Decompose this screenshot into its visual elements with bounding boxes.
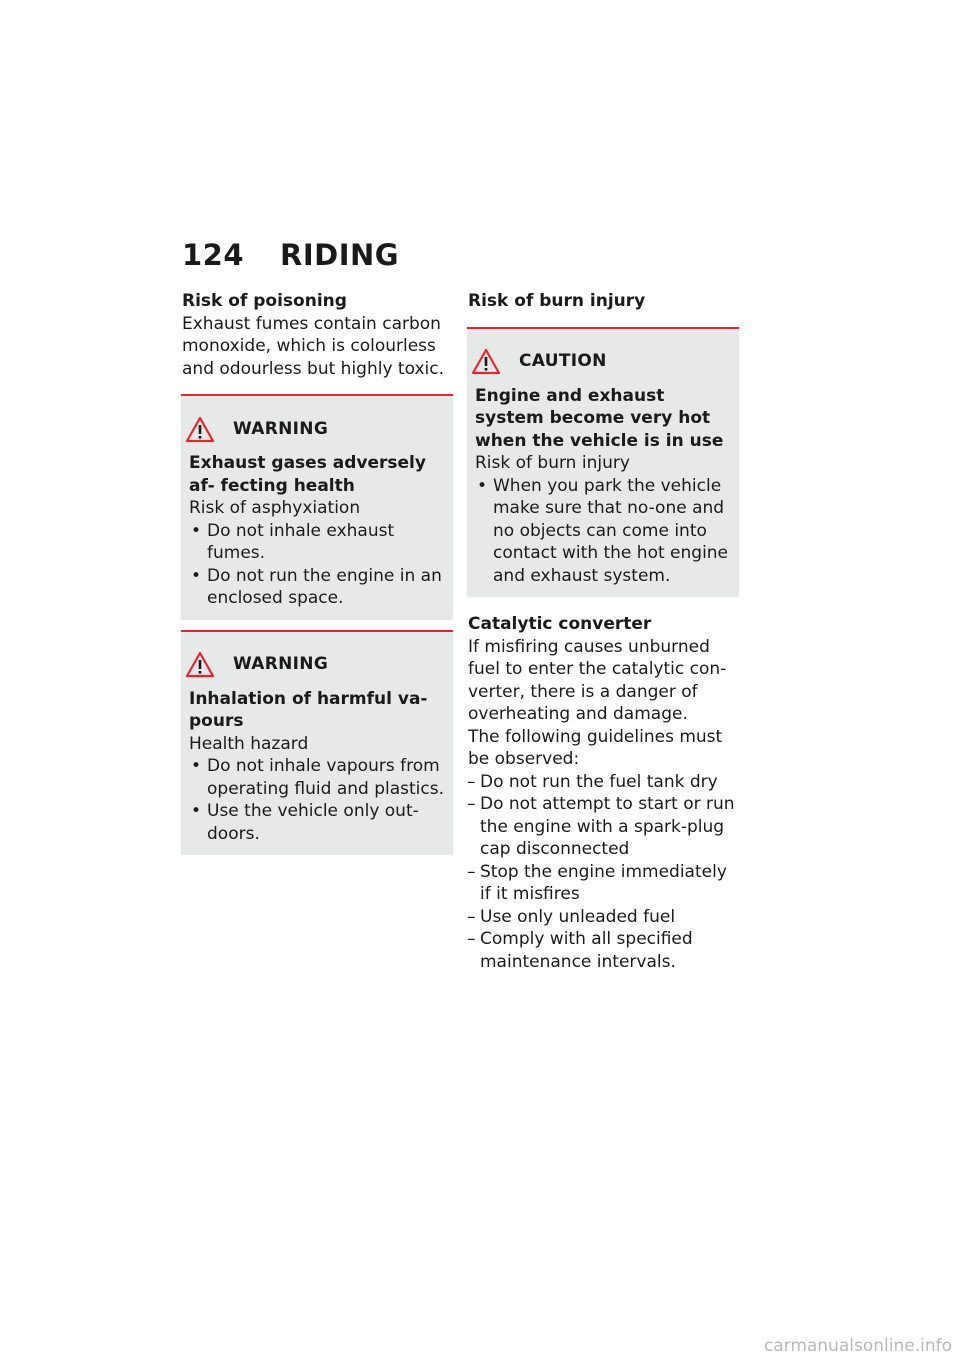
list-item: • When you park the vehicle make sure that no-one and no objects can come into contact with the hot engine and exhaust system. [475,475,731,588]
list-item: – Stop the engine immediately if it misfires [468,861,738,906]
section-title: RIDING [280,238,400,272]
warning-box-vapours [181,630,453,856]
warning-header [189,648,445,682]
right-column [468,290,738,973]
catalytic-text: If misfiring causes unburned fuel to enter the catalytic con- verter, there is a danger of overheating and damage. [468,636,727,724]
warning-list [189,520,445,610]
warning-box-exhaust [181,394,453,620]
warning-triangle-icon [471,348,501,375]
warning-risk: Health hazard [189,733,309,754]
list-item: • Do not inhale vapours from operating fluid and plastics. [189,755,445,800]
warning-label: WARNING [233,418,329,439]
warning-label: WARNING [233,654,329,675]
caution-label: CAUTION [519,351,607,372]
page-header [182,238,399,272]
heading-risk-of-poisoning: Risk of poisoning [182,291,347,311]
caution-risk: Risk of burn injury [475,453,630,473]
caution-list [475,475,731,588]
watermark: carmanualsonline.info [763,1336,952,1356]
list-item: • Do not run the engine in an enclosed space. [189,565,445,610]
warning-triangle-icon [185,416,215,443]
list-item: – Use only unleaded fuel [468,906,738,929]
warning-header [189,412,445,446]
heading-risk-of-burn-injury: Risk of burn injury [468,291,646,311]
warning-triangle-icon [185,651,215,678]
list-item: – Do not run the fuel tank dry [468,771,738,794]
warning-risk: Risk of asphyxiation [189,498,361,518]
heading-catalytic-converter: Catalytic converter [468,614,652,634]
list-item: • Do not inhale exhaust fumes. [189,520,445,565]
list-item: – Comply with all specified maintenance intervals. [468,928,738,973]
warning-title: Exhaust gases adversely af- fecting health [189,453,426,496]
caution-title: Engine and exhaust system become very hot when the vehicle is in use [475,385,724,451]
guidelines-intro: The following guidelines must be observed: [468,726,723,769]
list-item: – Do not attempt to start or run the engine with a spark-plug cap disconnected [468,793,738,861]
caution-box-hot-engine [467,327,739,598]
guidelines-list [468,771,738,974]
warning-list [189,755,445,845]
warning-title: Inhalation of harmful va- pours [189,688,428,731]
caution-header [475,345,731,379]
page-number: 124 [182,238,245,272]
list-item: • Use the vehicle only out- doors. [189,800,445,845]
left-column [182,290,452,865]
poisoning-text: Exhaust fumes contain carbon monoxide, which is colourless and odourless but highly toxic. [182,313,445,379]
